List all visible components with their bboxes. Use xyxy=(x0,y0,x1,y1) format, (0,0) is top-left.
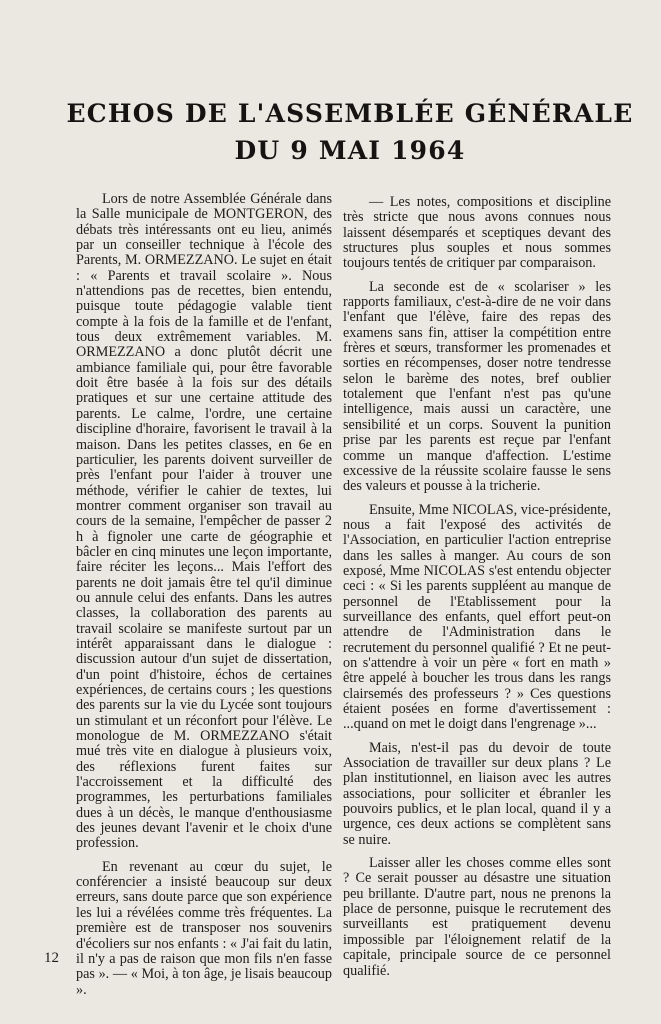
paragraph: — Les notes, compositions et discipline très stricte que nous avons connues nous laissent désemparés et sceptiques devant des structures plus souples et nous sommes toujours tentés de critiquer par comparaison. xyxy=(343,194,611,272)
paragraph: Lors de notre Assemblée Générale dans la Salle municipale de MONTGERON, des débats très intéressants ont eu lieu, animés par un conseiller technique à l'école des Parents, M. ORMEZZANO. Le sujet en était : « Parents et travail scolaire ». Nous n'attendions pas de recettes, bien entendu, puisque toute pédagogie valable tient compte à la fois de la famille et de l'enfant, tous deux extrêmement variables. M. ORMEZZANO a donc plutôt décrit une ambiance familiale qui, pour être favorable doit être basée à la fois sur des détails pratiques et sur une certaine attitude des parents. Le calme, l'ordre, une certaine discipline d'horaire, favorisent le travail à la maison. Dans les petites classes, en 6e en particulier, les parents doivent surveiller de près l'enfant pour l'aider à trouver une méthode, vérifier le cahier de textes, lui montrer comment organiser son travail au cours de la semaine, l'empêcher de passer 2 h à fignoler une carte de géographie et bâcler en cinq minutes une leçon importante, faire réciter les leçons... Mais l'effort des parents ne doit jamais être tel qu'il diminue ou annule celui des enfants. Dans les autres classes, la collaboration des parents au travail scolaire se manifeste surtout par un intérêt apparaissant dans le dialogue : discussion autour d'un sujet de dissertation, d'un point d'histoire, échos de certaines expériences, de certains cours ; les questions des parents sur la vie du Lycée sont toujours un stimulant et un réconfort pour l'élève. Le monologue de M. ORMEZZANO s'était mué très vite en dialogue à plusieurs voix, des réflexions furent faites sur l'accroissement et la difficulté des programmes, les perturbations familiales dues à un décès, le manque d'enthousiasme des jeunes devant l'avenir et le choix d'une profession. xyxy=(76,191,332,852)
right-column xyxy=(343,195,611,987)
paragraph: La seconde est de « scolariser » les rapports familiaux, c'est-à-dire de ne voir dans l'enfant que l'élève, faire des repas des examens sans fin, attiser la compétition entre frères et sœurs, transformer les promenades et sorties en récompenses, doser notre tendresse selon le barème des notes, bref oublier totalement que l'enfant n'est pas qu'une intelligence, mais aussi un caractère, une sensibilité et un corps. Souvent la punition prise par les parents est reçue par l'enfant comme un manque d'affection. L'estime excessive de la réussite scolaire fausse le sens des valeurs et pousse à la tricherie. xyxy=(343,278,611,495)
title-line-2: DU 9 MAI 1964 xyxy=(234,135,466,165)
title-line-1: ECHOS DE L'ASSEMBLÉE GÉNÉRALE xyxy=(66,98,634,128)
article-title xyxy=(60,95,640,169)
page-number: 12 xyxy=(44,950,59,966)
left-column xyxy=(76,192,332,1006)
paragraph: En revenant au cœur du sujet, le conférencier a insisté beaucoup sur deux erreurs, sans doute parce que son expérience les lui a révélées comme très fréquentes. La première est de transposer nos souvenirs d'écoliers sur nos enfants : « J'ai fait du latin, il n'y a pas de raison que mon fils n'en fasse pas ». — « Moi, à ton âge, je lisais beaucoup ». xyxy=(76,858,332,998)
paragraph: Laisser aller les choses comme elles sont ? Ce serait pousser au désastre une situation peu brillante. D'autre part, nous ne prenons la place de personne, puisque le recrutement des surveillants est pratiquement devenu impossible par l'éloignement relatif de la capitale, principale source de ce personnel qualifié. xyxy=(343,855,611,979)
paragraph: Mais, n'est-il pas du devoir de toute Association de travailler sur deux plans ? Le plan institutionnel, en liaison avec les autres associations, pour solliciter et ébranler les pouvoirs publics, et le plan local, quand il y a urgence, ces deux actions se complètent sans se nuire. xyxy=(343,739,611,848)
paragraph: Ensuite, Mme NICOLAS, vice-présidente, nous a fait l'exposé des activités de l'Association, en particulier l'action entreprise dans les salles à manger. Au cours de son exposé, Mme NICOLAS s'est entendu objecter ceci : « Si les parents suppléent au manque de personnel de l'Etablissement pour la surveillance des enfants, quel effort peut-on attendre de l'Administration dans le recrutement du personnel qualifié ? Et ne peut-on s'attendre à voir un père « fort en math » être appelé à boucher les trous dans les rangs clairsemés des professeurs ? » Ces questions étaient posées en forme d'avertissement : ...quand on met le doigt dans l'engrenage »... xyxy=(343,501,611,733)
